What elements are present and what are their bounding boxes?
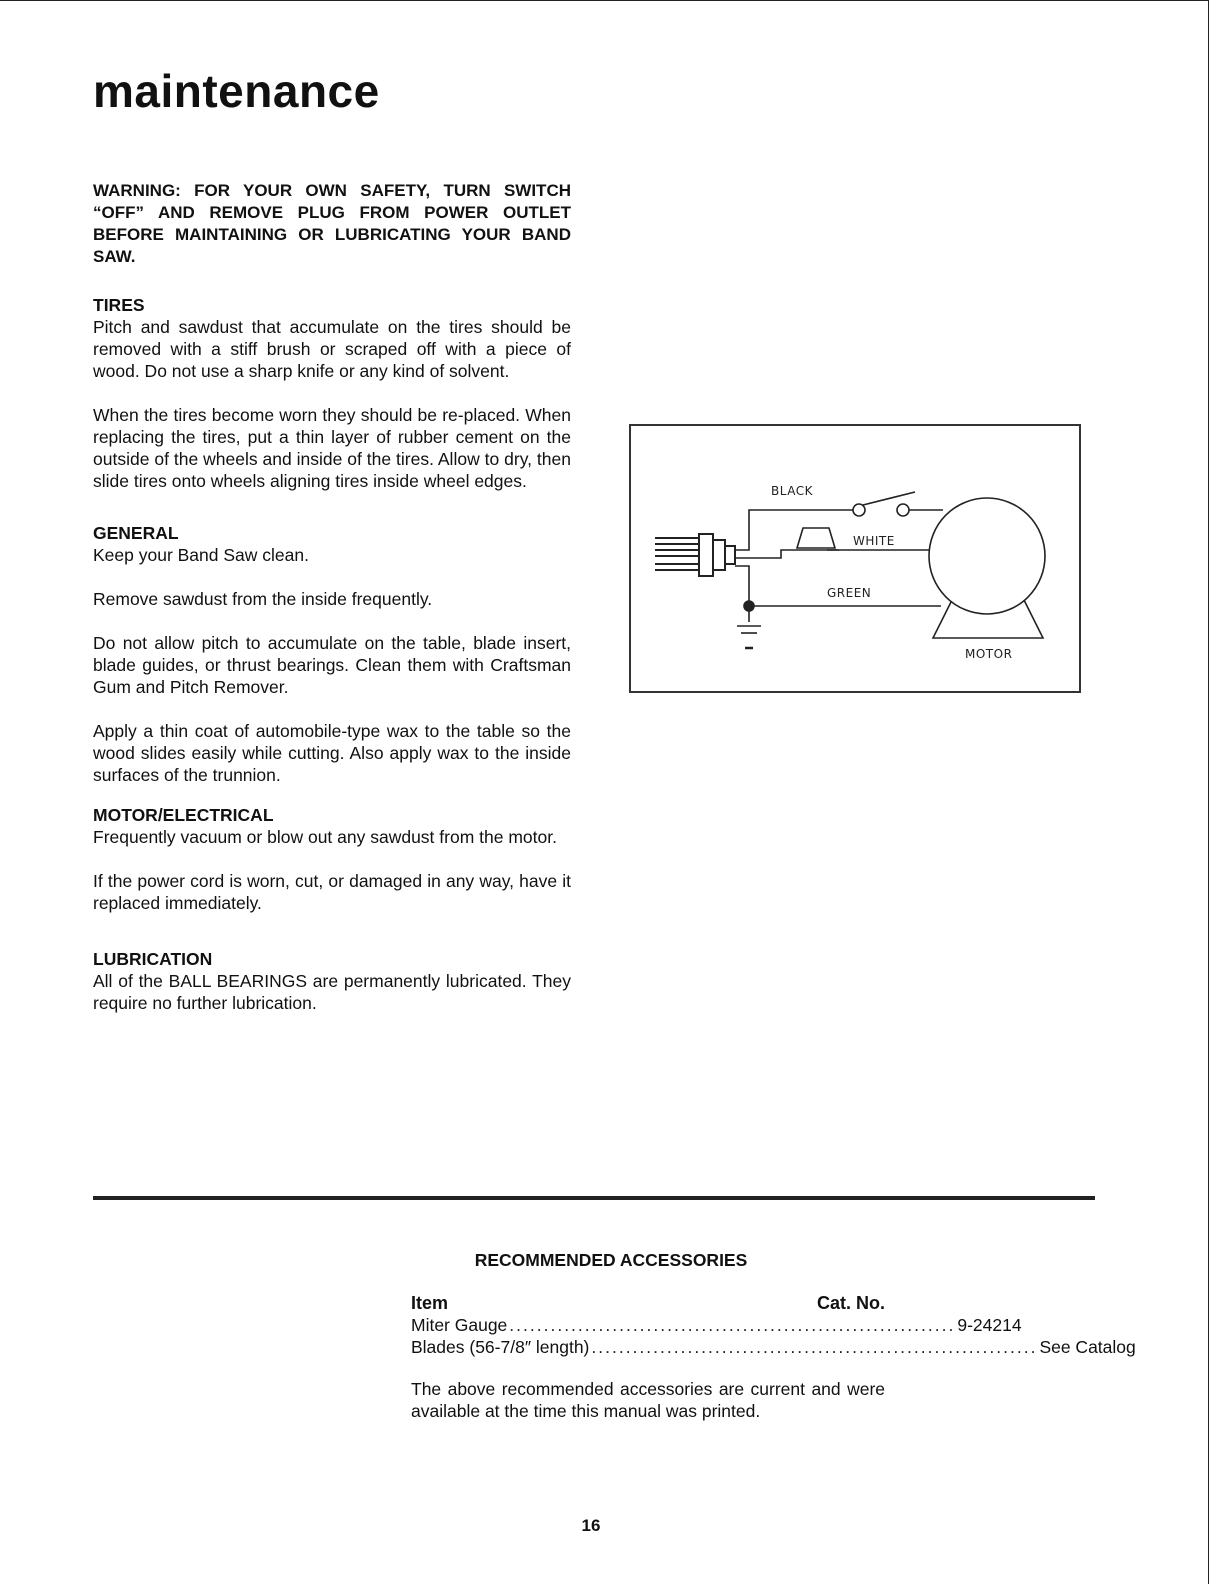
accessories-header-row xyxy=(411,1292,885,1314)
white-wire xyxy=(735,550,793,558)
accessories-item-header: Item xyxy=(411,1293,449,1313)
accessory-row xyxy=(411,1336,1136,1358)
connector-icon xyxy=(793,528,839,550)
tires-heading: TIRES xyxy=(93,295,145,315)
motor-icon xyxy=(929,498,1045,638)
leader-dots: ................................................................. xyxy=(591,1337,1038,1357)
motor-label: MOTOR xyxy=(965,647,1013,661)
maintenance-column xyxy=(93,180,571,1036)
green-wire-label: GREEN xyxy=(827,586,872,600)
accessory-item: Blades (56-7/8″ length) xyxy=(411,1337,590,1357)
tires-paragraph-2: When the tires become worn they should be re-placed. When replacing the tires, put a thin layer of rubber cement on the outside of the wheels and inside of the tires. Allow to dry, then slide tires onto wheels aligning tires inside wheel edges. xyxy=(93,405,571,491)
accessories-table xyxy=(411,1292,1136,1358)
accessories-note: The above recommended accessories are current and were available at the time this manual was printed. xyxy=(411,1379,885,1421)
general-paragraph-1: Keep your Band Saw clean. xyxy=(93,545,309,565)
black-wire xyxy=(735,510,853,550)
white-wire-label: WHITE xyxy=(853,534,895,548)
accessories-title: RECOMMENDED ACCESSORIES xyxy=(474,1250,748,1270)
general-paragraph-2: Remove sawdust from the inside frequently. xyxy=(93,589,433,609)
motor-heading: MOTOR/ELECTRICAL xyxy=(93,805,274,825)
section-divider xyxy=(93,1196,1095,1200)
safety-warning: WARNING: FOR YOUR OWN SAFETY, TURN SWITCH “OFF” AND REMOVE PLUG FROM POWER OUTLET BEFORE MAINTAINING OR LUBRICATING YOUR BAND SAW. xyxy=(93,181,571,266)
leader-dots: ................................................................. xyxy=(509,1315,956,1335)
wiring-diagram-svg xyxy=(631,426,1083,695)
top-border xyxy=(0,0,1208,1)
accessory-item: Miter Gauge xyxy=(411,1315,508,1335)
wiring-diagram xyxy=(629,424,1081,693)
right-border xyxy=(1208,0,1209,1584)
accessory-cat-no: See Catalog xyxy=(1039,1337,1136,1357)
page-number: 16 xyxy=(581,1516,601,1535)
general-paragraph-3: Do not allow pitch to accumulate on the table, blade insert, blade guides, or thrust bearings. Clean them with Craftsman Gum and Pitch Remover. xyxy=(93,633,571,697)
accessory-row xyxy=(411,1314,1022,1336)
lubrication-heading: LUBRICATION xyxy=(93,949,213,969)
general-paragraph-4: Apply a thin coat of automobile-type wax to the table so the wood slides easily while cutting. Also apply wax to the inside surfaces of the trunnion. xyxy=(93,721,571,785)
motor-paragraph-1: Frequently vacuum or blow out any sawdust from the motor. xyxy=(93,827,557,847)
accessory-cat-no: 9-24214 xyxy=(957,1315,1022,1335)
page-title: maintenance xyxy=(93,65,380,117)
tires-paragraph-1: Pitch and sawdust that accumulate on the tires should be removed with a stiff brush or scraped off with a piece of wood. Do not use a sharp knife or any kind of solvent. xyxy=(93,317,571,381)
ground-icon xyxy=(737,601,761,648)
motor-paragraph-2: If the power cord is worn, cut, or damaged in any way, have it replaced immediately. xyxy=(93,871,571,913)
general-heading: GENERAL xyxy=(93,523,179,543)
black-wire-label: BLACK xyxy=(771,484,813,498)
accessories-cat-header: Cat. No. xyxy=(816,1293,885,1313)
lubrication-paragraph-1: All of the BALL BEARINGS are permanently lubricated. They require no further lubrication. xyxy=(93,971,571,1013)
switch-icon xyxy=(853,492,915,516)
plug-icon xyxy=(655,534,735,576)
